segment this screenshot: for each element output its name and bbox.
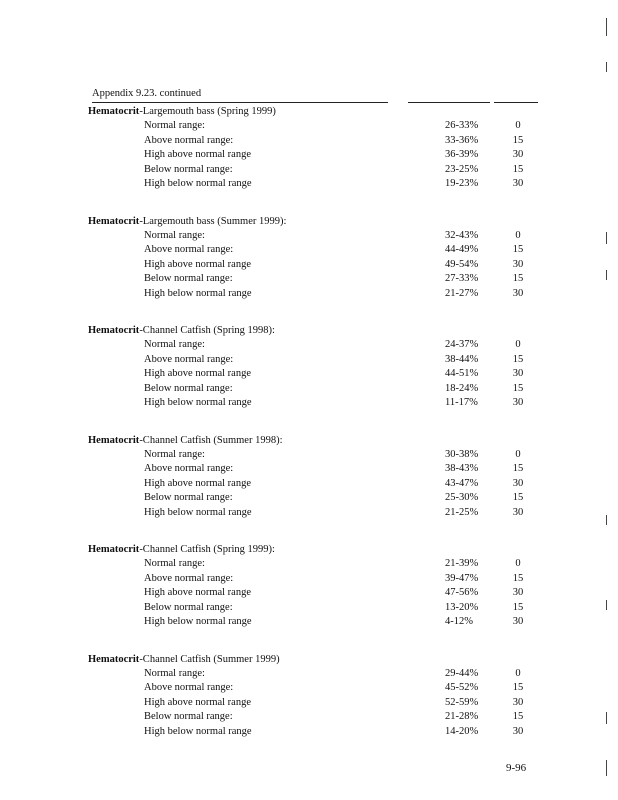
score-value: 15 [512,244,524,255]
range-value: 47-56% [445,587,479,598]
section-title-rest: -Channel Catfish (Summer 1998): [139,434,283,446]
hematocrit-sections [88,104,538,761]
range-row [88,506,538,521]
range-row [88,491,538,506]
range-label: High below normal range [144,506,252,518]
score-value: 15 [512,163,524,175]
scan-margin-mark [606,270,607,280]
range-label: Above normal range: [144,463,234,474]
page-header [92,88,538,102]
range-row [88,601,538,616]
section-title-bold: Hematocrit [88,325,140,336]
range-label: Normal range: [144,448,205,460]
range-label: High above normal range [144,368,252,379]
range-value: 38-43% [445,463,479,474]
section-title [88,652,538,667]
range-value: 27-33% [445,273,479,284]
range-label: High above normal range [144,149,252,160]
range-value: 44-49% [445,244,479,255]
range-row [88,615,538,630]
range-value: 21-28% [445,711,479,722]
score-value: 30 [512,397,524,408]
range-row [88,396,538,411]
section-title-bold: Hematocrit [88,544,140,555]
range-label: High below normal range [144,725,252,737]
range-label: Below normal range: [144,382,233,394]
score-value: 15 [512,572,524,584]
range-value: 13-20% [445,601,479,613]
score-value: 30 [512,506,524,518]
section-title [88,433,538,448]
section [88,652,538,740]
score-value: 30 [512,178,524,189]
range-value: 32-43% [445,229,479,241]
section-title [88,542,538,557]
range-value: 11-17% [445,397,478,408]
section [88,323,538,411]
range-value: 19-23% [445,178,479,189]
range-value: 36-39% [445,149,479,160]
range-label: High above normal range [144,696,252,708]
range-label: High above normal range [144,587,252,598]
range-row [88,134,538,149]
section-title [88,323,538,338]
section-title-rest: -Largemouth bass (Summer 1999): [139,215,287,227]
range-row [88,367,538,382]
range-label: Normal range: [144,339,205,350]
section-title [88,214,538,229]
range-value: 21-25% [445,506,479,518]
range-value: 38-44% [445,353,479,365]
range-value: 18-24% [445,382,479,394]
range-value: 45-52% [445,682,479,693]
range-row [88,557,538,572]
section-title-rest: -Channel Catfish (Spring 1999): [139,544,275,555]
range-label: High above normal range [144,477,252,489]
score-value: 15 [512,353,524,365]
score-value: 30 [512,725,524,737]
score-value: 0 [515,120,521,131]
range-label: Above normal range: [144,682,234,693]
range-value: 52-59% [445,696,479,708]
section-title-bold: Hematocrit [88,215,140,227]
scan-margin-mark [606,18,607,36]
section [88,433,538,521]
range-row [88,586,538,601]
range-row [88,382,538,397]
range-value: 21-27% [445,287,479,299]
scan-margin-mark [606,600,607,610]
range-label: Normal range: [144,120,205,131]
range-label: Above normal range: [144,572,234,584]
range-row [88,353,538,368]
section-title-rest: -Channel Catfish (Spring 1998): [139,325,275,336]
range-row [88,177,538,192]
score-value: 15 [512,134,524,146]
range-label: High below normal range [144,287,252,299]
scan-margin-mark [606,515,607,525]
scan-margin-mark [606,760,607,776]
range-row [88,462,538,477]
score-value: 30 [512,616,524,627]
section-title-rest: -Largemouth bass (Spring 1999) [139,106,276,117]
range-row [88,667,538,682]
range-row [88,725,538,740]
range-value: 49-54% [445,258,479,270]
range-value: 21-39% [445,558,479,569]
score-value: 30 [512,368,524,379]
range-label: Normal range: [144,667,205,679]
range-value: 26-33% [445,120,479,131]
section [88,214,538,302]
score-value: 15 [512,601,524,613]
range-label: Below normal range: [144,492,233,503]
score-value: 15 [512,382,524,394]
range-value: 24-37% [445,339,479,350]
score-value: 0 [515,448,521,460]
range-label: Below normal range: [144,273,233,284]
score-value: 0 [515,558,521,569]
range-label: Above normal range: [144,353,234,365]
range-value: 33-36% [445,134,479,146]
page-number: 9-96 [506,762,527,774]
score-value: 15 [512,711,524,722]
range-label: Above normal range: [144,134,234,146]
section-title-bold: Hematocrit [88,106,140,117]
range-value: 14-20% [445,725,479,737]
range-value: 29-44% [445,667,479,679]
range-row [88,572,538,587]
appendix-title: Appendix 9.23. continued [92,88,202,99]
score-value: 30 [512,287,524,299]
header-rule [494,102,538,103]
range-row [88,448,538,463]
range-label: High below normal range [144,178,252,189]
range-value: 39-47% [445,572,479,584]
section-title [88,104,538,119]
score-value: 30 [512,258,524,270]
range-value: 43-47% [445,477,479,489]
section-title-rest: -Channel Catfish (Summer 1999) [139,653,280,665]
scan-margin-mark [606,232,607,244]
range-label: Below normal range: [144,711,233,722]
range-label: High below normal range [144,616,252,627]
score-value: 15 [512,492,524,503]
range-row [88,258,538,273]
score-value: 0 [515,339,521,350]
range-row [88,163,538,178]
range-row [88,681,538,696]
score-value: 15 [512,682,524,693]
section-title-bold: Hematocrit [88,653,140,665]
range-row [88,710,538,725]
range-row [88,287,538,302]
score-value: 15 [512,463,524,474]
section [88,542,538,630]
header-rule [92,102,388,103]
range-label: Normal range: [144,558,205,569]
score-value: 30 [512,696,524,708]
section [88,104,538,192]
range-value: 25-30% [445,492,479,503]
range-label: High above normal range [144,258,252,270]
score-value: 30 [512,149,524,160]
range-value: 23-25% [445,163,479,175]
range-label: Normal range: [144,229,205,241]
range-label: Below normal range: [144,601,233,613]
range-label: Below normal range: [144,163,233,175]
range-label: High below normal range [144,397,252,408]
range-value: 4-12% [445,616,473,627]
range-row [88,272,538,287]
range-value: 30-38% [445,448,479,460]
score-value: 30 [512,587,524,598]
range-row [88,696,538,711]
score-value: 0 [515,667,521,679]
score-value: 30 [512,477,524,489]
range-row [88,148,538,163]
range-value: 44-51% [445,368,479,379]
range-row [88,477,538,492]
score-value: 0 [515,229,521,241]
range-row [88,243,538,258]
scan-margin-mark [606,62,607,72]
section-title-bold: Hematocrit [88,434,140,446]
score-value: 15 [512,273,524,284]
range-row [88,229,538,244]
range-row [88,119,538,134]
range-label: Above normal range: [144,244,234,255]
scan-margin-mark [606,712,607,724]
range-row [88,338,538,353]
header-rule [408,102,490,103]
